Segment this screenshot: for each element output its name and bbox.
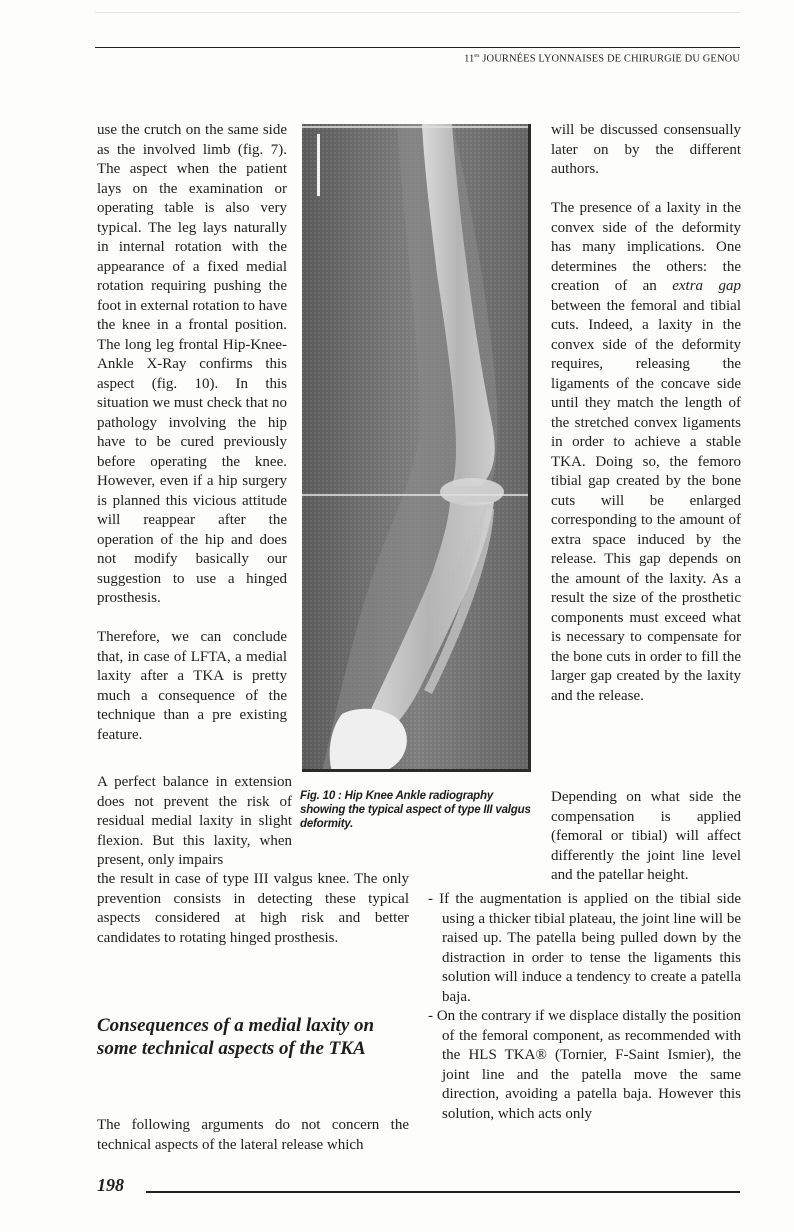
right-column-top [551, 121, 741, 706]
bullet-tibial: - If the augmentation is applied on the tibial side using a thicker tibial plateau, the joint line will be raised up. The patella being pulled down by the distraction in order to tense the ligaments this solution will induce a tendency to create a patella baja. [428, 891, 741, 1005]
scan-artifact-line [95, 12, 740, 13]
page-number: 198 [97, 1175, 124, 1195]
figure-caption: Fig. 10 : Hip Knee Ankle radiography showing the typical aspect of type III valgus deformity. [300, 790, 531, 830]
right-paragraph-2-post: between the femoral and tibial cuts. Indeed, a laxity in the convex side of the deformity requires, releasing the ligaments of the concave side until they match the length of the stretched convex ligaments in order to achieve a stable TKA. Doing so, the femoro tibial gap created by the bone cuts will be enlarged corresponding to the amount of extra space induced by the release. This gap depends on the amount of the laxity. As a result the size of the prosthetic components must exceed what is necessary to compensate for the bone cuts in order to fill the larger gap created by the laxity and the release. [551, 297, 741, 704]
bullet-femoral: - On the contrary if we displace distally the position of the femoral component, as recommended with the HLS TKA® (Tornier, F-Saint Ismier), the joint line and the patella move the same direction, avoiding a patella baja. However this solution, which acts only [428, 1008, 741, 1122]
header-prefix: 11 [464, 53, 475, 65]
right-column-wide [428, 890, 741, 1124]
left-column-top [97, 121, 287, 745]
left-paragraph-1: use the crutch on the same side as the involved limb (fig. 7). The aspect when the patient lays on the examination or operating table is also very typical. The leg lays naturally in internal rotation with the appearance of a fixed medial rotation requiring pushing the foot in external rotation to have the knee in a frontal position. The long leg frontal Hip-Knee-Ankle X-Ray confirms this aspect (fig. 10). In this situation we must check that no pathology involving the hip have to be cured previously before operating the knee. However, even if a hip surgery is planned this vicious attitude will reappear after the operation of the hip and does not modify basically our suggestion to use a hinged prosthesis. [97, 122, 287, 606]
section-heading: Consequences of a medial laxity on some technical aspects of the TKA [97, 1015, 375, 1059]
running-header [250, 53, 740, 65]
extra-gap-emphasis: extra gap [672, 278, 741, 294]
xray-figure [302, 124, 531, 772]
right-column-mid [551, 788, 741, 886]
right-paragraph-3: Depending on what side the compensation is applied (femoral or tibial) will affect differently the joint line level and the patellar height. [551, 789, 741, 883]
left-paragraph-2c: the result in case of type III valgus knee. The only prevention consists in detecting these typical aspects considered at high risk and better candidates to rotating hinged prosthesis. [97, 871, 409, 946]
header-title: JOURNÉES LYONNAISES DE CHIRURGIE DU GENOU [482, 53, 740, 65]
right-paragraph-2 [551, 199, 741, 706]
right-paragraph-2-pre: The presence of a laxity in the convex side of the deformity has many implications. One determines the others: the creation of an [551, 200, 741, 294]
left-column-wide [97, 870, 409, 948]
left-paragraph-3: The following arguments do not concern the technical aspects of the lateral release which [97, 1117, 409, 1153]
header-rule [95, 47, 740, 48]
header-ordinal: es [474, 53, 480, 59]
left-paragraph-2a: Therefore, we can conclude that, in case of LFTA, a medial laxity after a TKA is pretty much a consequence of the technique than a pre existing feature. [97, 629, 287, 743]
right-paragraph-1: will be discussed consensually later on by the different authors. [551, 122, 741, 177]
footer-rule [146, 1191, 740, 1193]
left-column-bottom [97, 1116, 409, 1155]
left-paragraph-2b: A perfect balance in extension does not prevent the risk of residual medial laxity in slight flexion. But this laxity, when present, only impairs [97, 774, 292, 868]
left-column-mid [97, 773, 292, 871]
xray-image [302, 124, 531, 772]
